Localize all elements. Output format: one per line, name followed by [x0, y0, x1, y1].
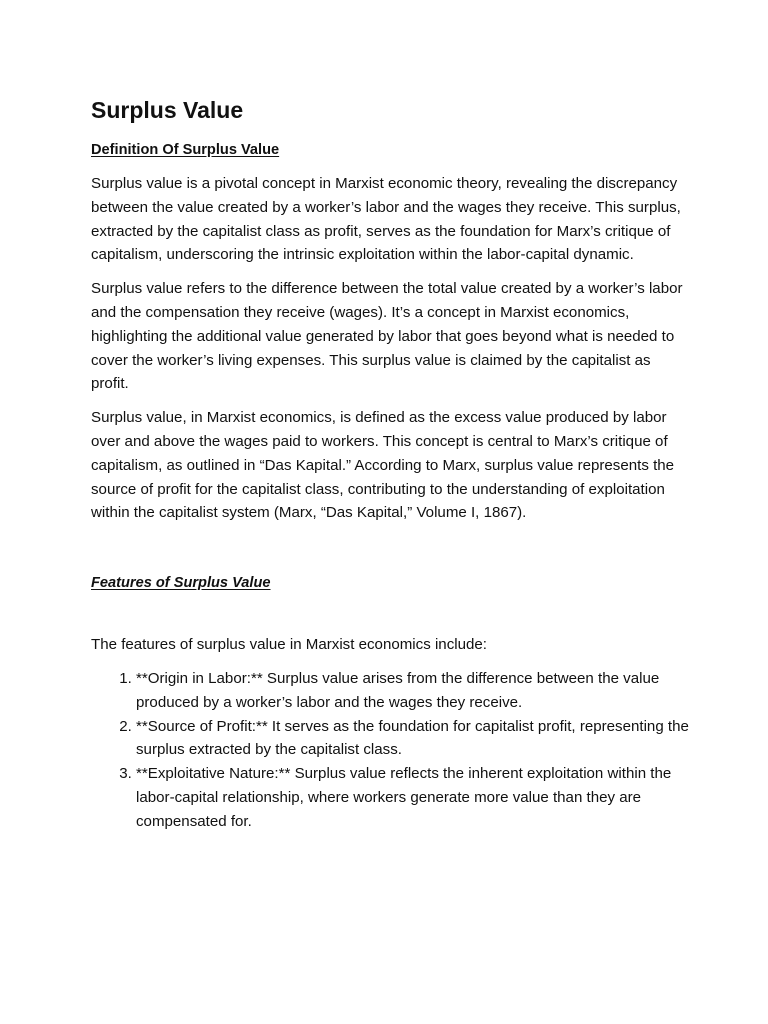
- list-item: 2. **Source of Profit:** It serves as the foundation for capitalist profit, representing the surplus extracted by the capitalist class.: [136, 715, 689, 763]
- list-item: 1. **Origin in Labor:** Surplus value arises from the difference between the value produced by a worker’s labor and the wages they receive.: [136, 667, 689, 715]
- list-item: 3. **Exploitative Nature:** Surplus value reflects the inherent exploitation within the labor-capital relationship, where workers generate more value than they are compensated for.: [136, 762, 689, 833]
- paragraph: Surplus value is a pivotal concept in Marxist economic theory, revealing the discrepancy between the value created by a worker’s labor and the wages they receive. This surplus, extracted by the capitalist class as profit, serves as the foundation for Marx’s critique of capitalism, underscoring the intrinsic exploitation within the labor-capital dynamic.: [91, 175, 681, 264]
- features-list: [91, 667, 689, 834]
- document-title: Surplus Value: [91, 97, 244, 123]
- paragraph: Surplus value, in Marxist economics, is defined as the excess value produced by labor over and above the wages paid to workers. This concept is central to Marx’s critique of capitalism, as outlined in “Das Kapital.” According to Marx, surplus value represents the source of profit for the capitalist class, contributing to the understanding of exploitation within the capitalist system (Marx, “Das Kapital,” Volume I, 1867).: [91, 409, 675, 522]
- blank-line: [91, 605, 689, 633]
- blank-line: [91, 535, 689, 571]
- paragraph: Surplus value refers to the difference between the total value created by a worker’s labor and the compensation they receive (wages). It’s a concept in Marxist economics, highlighting the additional value generated by labor that goes beyond what is needed to cover the worker’s living expenses. This surplus value is claimed by the capitalist as profit.: [91, 280, 683, 393]
- features-intro: The features of surplus value in Marxist economics include:: [91, 636, 487, 654]
- section-heading-features: Features of Surplus Value: [91, 575, 271, 592]
- section-heading-definition: Definition Of Surplus Value: [91, 142, 280, 158]
- document-body: [91, 92, 689, 834]
